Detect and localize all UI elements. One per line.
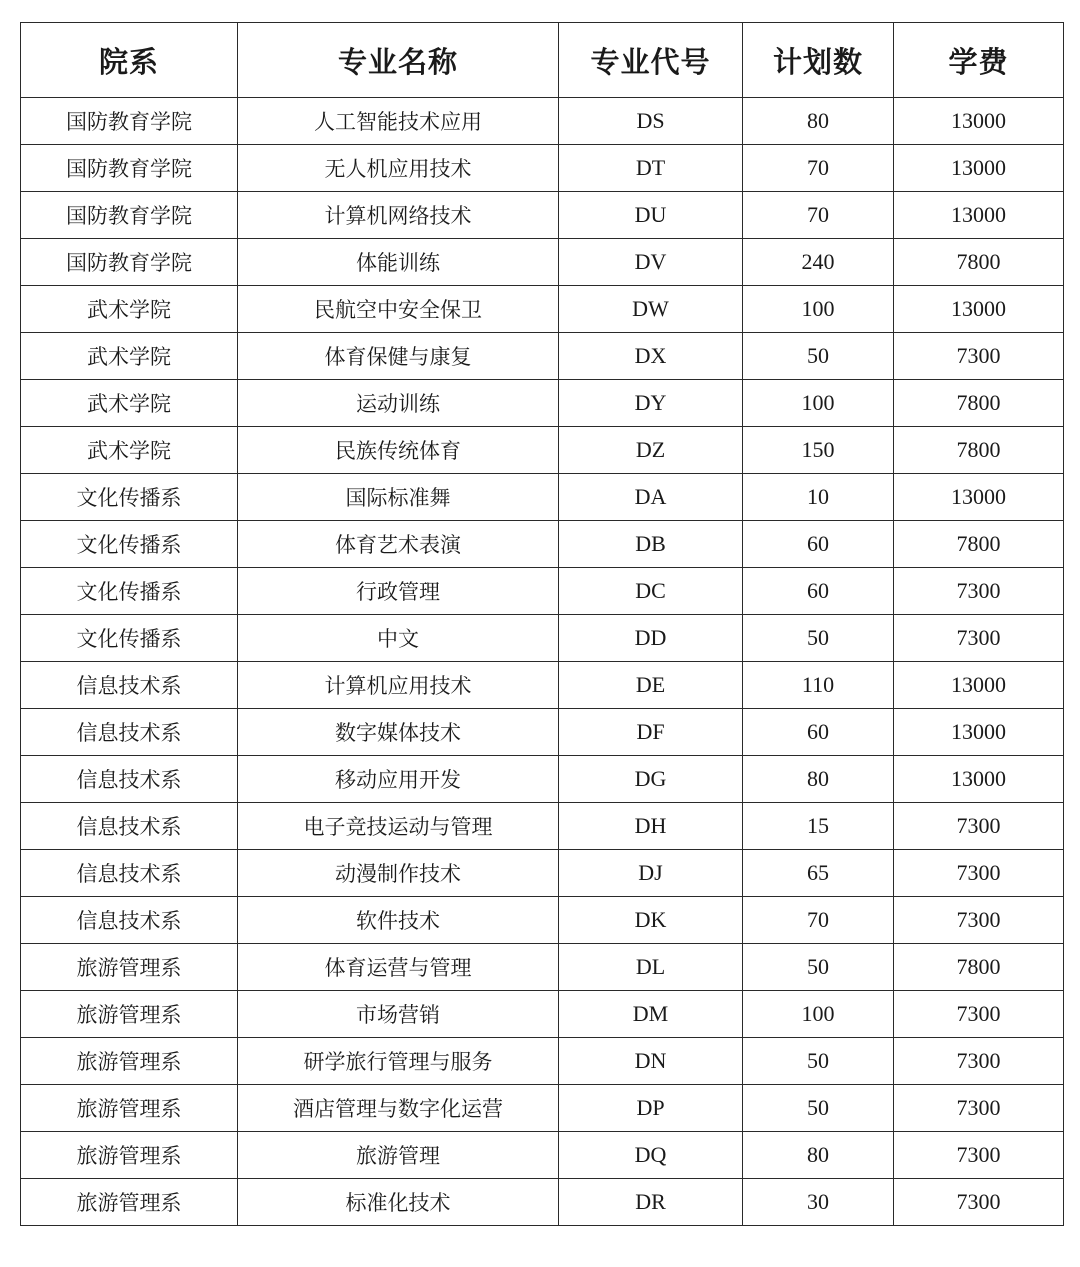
- cell-major-code: DC: [559, 568, 743, 615]
- cell-major-name: 民族传统体育: [238, 427, 559, 474]
- cell-major-code: DT: [559, 145, 743, 192]
- table-row: [21, 850, 1064, 897]
- cell-tuition: 7300: [894, 1038, 1064, 1085]
- cell-major-name: 动漫制作技术: [238, 850, 559, 897]
- header-tuition: 学费: [894, 23, 1064, 98]
- header-major-name: 专业名称: [238, 23, 559, 98]
- cell-department: 信息技术系: [21, 897, 238, 944]
- cell-plan-count: 70: [743, 897, 894, 944]
- cell-department: 信息技术系: [21, 709, 238, 756]
- cell-major-name: 电子竞技运动与管理: [238, 803, 559, 850]
- cell-major-code: DY: [559, 380, 743, 427]
- cell-plan-count: 50: [743, 333, 894, 380]
- cell-tuition: 13000: [894, 756, 1064, 803]
- cell-major-code: DW: [559, 286, 743, 333]
- cell-plan-count: 100: [743, 380, 894, 427]
- table-row: [21, 521, 1064, 568]
- cell-tuition: 13000: [894, 474, 1064, 521]
- cell-plan-count: 110: [743, 662, 894, 709]
- table-row: [21, 709, 1064, 756]
- header-row: [21, 23, 1064, 98]
- cell-major-name: 体育运营与管理: [238, 944, 559, 991]
- cell-major-code: DX: [559, 333, 743, 380]
- cell-major-name: 移动应用开发: [238, 756, 559, 803]
- cell-major-name: 无人机应用技术: [238, 145, 559, 192]
- cell-major-code: DR: [559, 1179, 743, 1226]
- cell-tuition: 13000: [894, 662, 1064, 709]
- cell-major-code: DD: [559, 615, 743, 662]
- cell-major-name: 计算机应用技术: [238, 662, 559, 709]
- table-row: [21, 145, 1064, 192]
- cell-plan-count: 70: [743, 145, 894, 192]
- cell-department: 国防教育学院: [21, 98, 238, 145]
- cell-department: 文化传播系: [21, 521, 238, 568]
- enrollment-plan-table: [20, 22, 1064, 1226]
- cell-department: 文化传播系: [21, 568, 238, 615]
- cell-tuition: 13000: [894, 145, 1064, 192]
- cell-tuition: 7300: [894, 991, 1064, 1038]
- cell-plan-count: 60: [743, 709, 894, 756]
- cell-plan-count: 80: [743, 756, 894, 803]
- table-row: [21, 897, 1064, 944]
- cell-department: 国防教育学院: [21, 239, 238, 286]
- table-row: [21, 568, 1064, 615]
- cell-plan-count: 100: [743, 991, 894, 1038]
- cell-major-code: DJ: [559, 850, 743, 897]
- cell-plan-count: 60: [743, 568, 894, 615]
- cell-tuition: 13000: [894, 709, 1064, 756]
- cell-department: 旅游管理系: [21, 1179, 238, 1226]
- cell-major-code: DF: [559, 709, 743, 756]
- table-row: [21, 380, 1064, 427]
- cell-major-name: 中文: [238, 615, 559, 662]
- cell-tuition: 7800: [894, 427, 1064, 474]
- cell-plan-count: 80: [743, 1132, 894, 1179]
- cell-department: 旅游管理系: [21, 1038, 238, 1085]
- cell-plan-count: 30: [743, 1179, 894, 1226]
- cell-department: 旅游管理系: [21, 991, 238, 1038]
- cell-department: 文化传播系: [21, 474, 238, 521]
- cell-department: 国防教育学院: [21, 192, 238, 239]
- cell-major-name: 计算机网络技术: [238, 192, 559, 239]
- cell-major-name: 国际标准舞: [238, 474, 559, 521]
- table-row: [21, 333, 1064, 380]
- cell-major-code: DH: [559, 803, 743, 850]
- cell-department: 信息技术系: [21, 756, 238, 803]
- cell-major-code: DP: [559, 1085, 743, 1132]
- cell-major-name: 软件技术: [238, 897, 559, 944]
- cell-major-code: DS: [559, 98, 743, 145]
- cell-plan-count: 65: [743, 850, 894, 897]
- cell-tuition: 7300: [894, 850, 1064, 897]
- cell-tuition: 7800: [894, 380, 1064, 427]
- cell-major-name: 运动训练: [238, 380, 559, 427]
- cell-tuition: 7300: [894, 897, 1064, 944]
- cell-department: 旅游管理系: [21, 1132, 238, 1179]
- cell-major-code: DA: [559, 474, 743, 521]
- table-row: [21, 98, 1064, 145]
- cell-department: 国防教育学院: [21, 145, 238, 192]
- cell-plan-count: 70: [743, 192, 894, 239]
- table-header: [21, 23, 1064, 98]
- cell-major-code: DE: [559, 662, 743, 709]
- cell-tuition: 7800: [894, 239, 1064, 286]
- header-major-code: 专业代号: [559, 23, 743, 98]
- cell-plan-count: 100: [743, 286, 894, 333]
- cell-tuition: 13000: [894, 98, 1064, 145]
- cell-plan-count: 15: [743, 803, 894, 850]
- cell-major-name: 市场营销: [238, 991, 559, 1038]
- table-row: [21, 1085, 1064, 1132]
- cell-plan-count: 60: [743, 521, 894, 568]
- cell-major-code: DN: [559, 1038, 743, 1085]
- cell-department: 信息技术系: [21, 662, 238, 709]
- cell-department: 文化传播系: [21, 615, 238, 662]
- cell-department: 武术学院: [21, 427, 238, 474]
- cell-tuition: 7300: [894, 333, 1064, 380]
- cell-tuition: 13000: [894, 192, 1064, 239]
- cell-major-code: DU: [559, 192, 743, 239]
- table-row: [21, 474, 1064, 521]
- cell-major-code: DV: [559, 239, 743, 286]
- cell-major-name: 体能训练: [238, 239, 559, 286]
- cell-major-name: 行政管理: [238, 568, 559, 615]
- cell-major-code: DQ: [559, 1132, 743, 1179]
- cell-department: 旅游管理系: [21, 1085, 238, 1132]
- cell-department: 信息技术系: [21, 850, 238, 897]
- cell-department: 武术学院: [21, 333, 238, 380]
- cell-department: 武术学院: [21, 286, 238, 333]
- cell-plan-count: 50: [743, 615, 894, 662]
- cell-tuition: 7800: [894, 521, 1064, 568]
- table-row: [21, 192, 1064, 239]
- cell-tuition: 7800: [894, 944, 1064, 991]
- cell-major-name: 体育保健与康复: [238, 333, 559, 380]
- cell-plan-count: 50: [743, 1038, 894, 1085]
- cell-plan-count: 80: [743, 98, 894, 145]
- cell-tuition: 7300: [894, 568, 1064, 615]
- table-row: [21, 615, 1064, 662]
- cell-plan-count: 50: [743, 1085, 894, 1132]
- cell-major-name: 标准化技术: [238, 1179, 559, 1226]
- header-plan-count: 计划数: [743, 23, 894, 98]
- table-row: [21, 756, 1064, 803]
- cell-tuition: 13000: [894, 286, 1064, 333]
- table-row: [21, 944, 1064, 991]
- cell-major-code: DL: [559, 944, 743, 991]
- table-row: [21, 662, 1064, 709]
- cell-major-code: DK: [559, 897, 743, 944]
- cell-plan-count: 150: [743, 427, 894, 474]
- cell-major-code: DB: [559, 521, 743, 568]
- table-row: [21, 1038, 1064, 1085]
- cell-department: 武术学院: [21, 380, 238, 427]
- header-department: 院系: [21, 23, 238, 98]
- table-row: [21, 1179, 1064, 1226]
- table-row: [21, 991, 1064, 1038]
- table-body: [21, 98, 1064, 1226]
- cell-tuition: 7300: [894, 803, 1064, 850]
- cell-tuition: 7300: [894, 615, 1064, 662]
- cell-department: 信息技术系: [21, 803, 238, 850]
- cell-department: 旅游管理系: [21, 944, 238, 991]
- table-row: [21, 286, 1064, 333]
- table-row: [21, 239, 1064, 286]
- cell-major-name: 研学旅行管理与服务: [238, 1038, 559, 1085]
- cell-tuition: 7300: [894, 1179, 1064, 1226]
- cell-plan-count: 50: [743, 944, 894, 991]
- table-row: [21, 803, 1064, 850]
- cell-major-code: DG: [559, 756, 743, 803]
- cell-major-name: 数字媒体技术: [238, 709, 559, 756]
- cell-tuition: 7300: [894, 1132, 1064, 1179]
- cell-major-code: DZ: [559, 427, 743, 474]
- cell-major-name: 人工智能技术应用: [238, 98, 559, 145]
- table-row: [21, 427, 1064, 474]
- cell-plan-count: 240: [743, 239, 894, 286]
- table-row: [21, 1132, 1064, 1179]
- cell-plan-count: 10: [743, 474, 894, 521]
- cell-major-name: 民航空中安全保卫: [238, 286, 559, 333]
- cell-major-name: 酒店管理与数字化运营: [238, 1085, 559, 1132]
- cell-major-name: 体育艺术表演: [238, 521, 559, 568]
- cell-major-code: DM: [559, 991, 743, 1038]
- cell-tuition: 7300: [894, 1085, 1064, 1132]
- cell-major-name: 旅游管理: [238, 1132, 559, 1179]
